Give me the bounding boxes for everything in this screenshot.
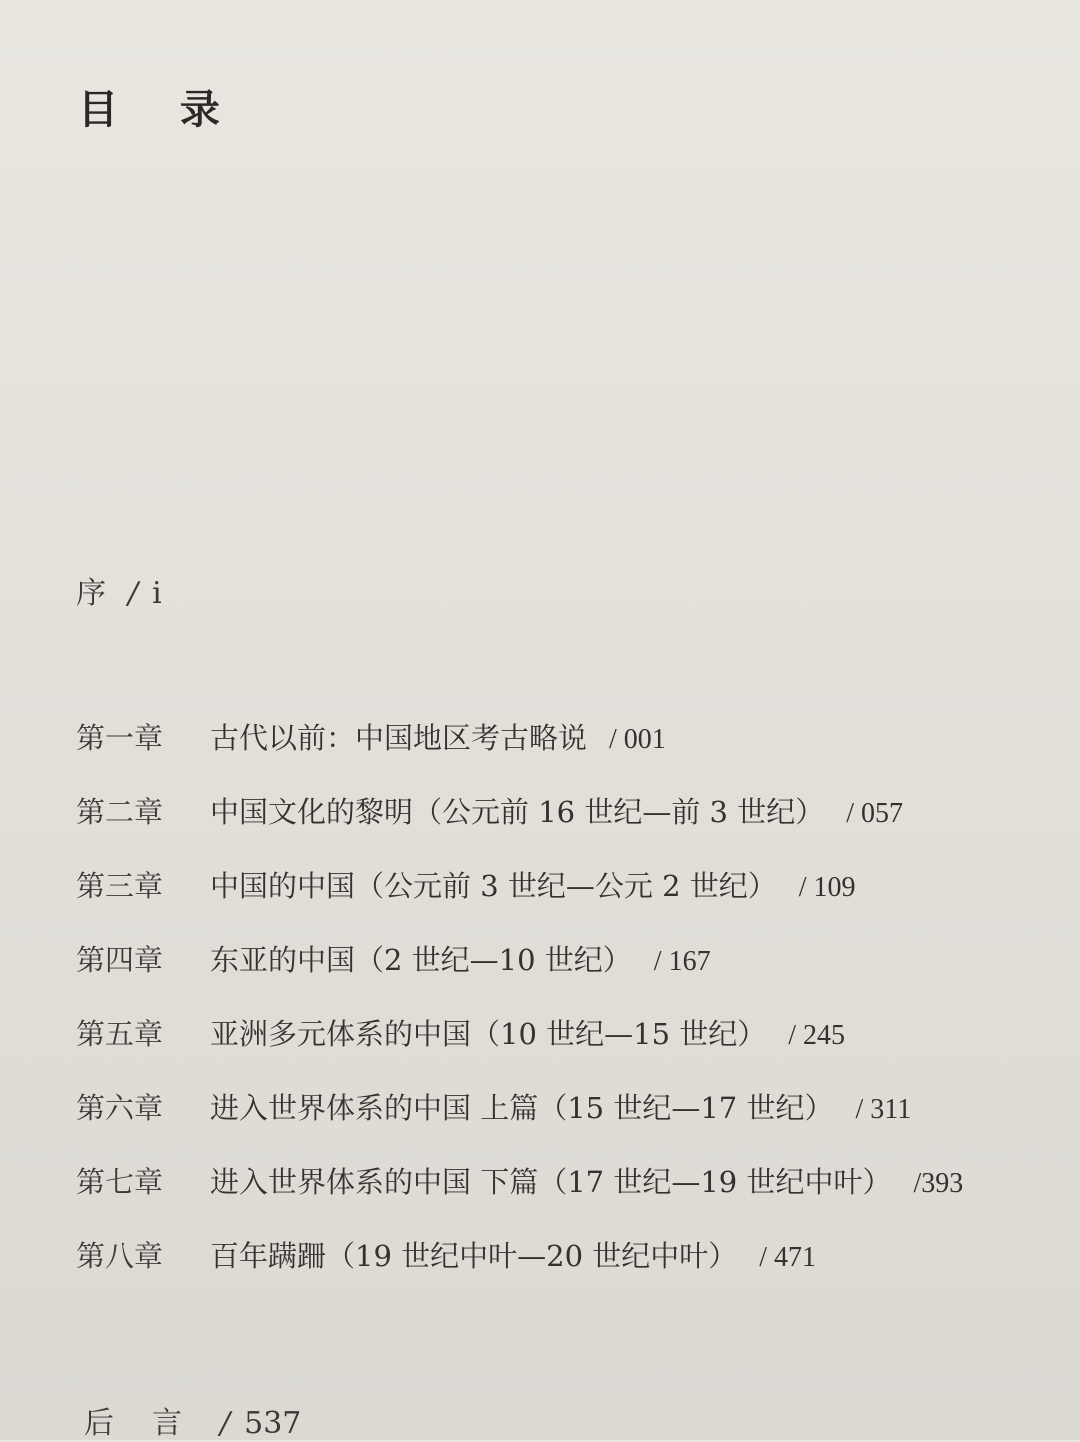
chapter-page: / 167 <box>653 946 711 977</box>
toc-entry-chapter-2[interactable] <box>76 790 1036 864</box>
page-title: 目 录 <box>78 87 244 133</box>
chapter-number: 第六章 <box>76 1091 164 1125</box>
preface-label: 序 <box>76 576 106 611</box>
toc-entry-chapter-4[interactable] <box>76 938 1036 1012</box>
chapter-page: / 001 <box>609 724 666 755</box>
chapter-number: 第一章 <box>76 721 164 755</box>
chapter-number: 第八章 <box>76 1239 164 1273</box>
chapter-page: /393 <box>913 1168 964 1199</box>
chapter-number: 第四章 <box>76 943 164 977</box>
afterword-page: 537 <box>244 1406 302 1441</box>
chapter-number: 第五章 <box>76 1017 164 1051</box>
chapter-title: 古代以前：中国地区考古略说 <box>210 721 588 755</box>
chapter-title: 中国文化的黎明（公元前 16 世纪—前 3 世纪） <box>210 795 825 829</box>
preface-separator: / <box>128 576 139 611</box>
chapter-title: 东亚的中国（2 世纪—10 世纪） <box>210 943 632 977</box>
preface-page: i <box>152 576 162 611</box>
toc-entry-chapter-7[interactable] <box>76 1160 1036 1234</box>
afterword-label: 后言 <box>84 1406 220 1441</box>
chapter-title: 中国的中国（公元前 3 世纪—公元 2 世纪） <box>210 869 777 903</box>
chapter-page: / 311 <box>855 1094 912 1125</box>
chapter-number: 第三章 <box>76 869 164 903</box>
toc-entry-chapter-8[interactable] <box>76 1234 1036 1308</box>
chapter-number: 第七章 <box>76 1165 164 1199</box>
chapter-title: 进入世界体系的中国 下篇（17 世纪—19 世纪中叶） <box>210 1165 892 1199</box>
toc-entry-chapter-1[interactable] <box>76 716 1036 790</box>
toc-entry-chapter-3[interactable] <box>76 864 1036 938</box>
toc-entry-chapter-6[interactable] <box>76 1086 1036 1160</box>
toc-entry-afterword[interactable] <box>84 1398 301 1442</box>
chapter-title: 亚洲多元体系的中国（10 世纪—15 世纪） <box>210 1017 767 1051</box>
chapter-title: 百年蹒跚（19 世纪中叶—20 世纪中叶） <box>210 1239 738 1273</box>
chapter-page: / 471 <box>759 1242 817 1273</box>
toc-entry-chapter-5[interactable] <box>76 1012 1036 1086</box>
table-of-contents <box>76 716 1036 1308</box>
chapter-title: 进入世界体系的中国 上篇（15 世纪—17 世纪） <box>210 1091 834 1125</box>
toc-entry-preface[interactable] <box>76 568 162 612</box>
chapter-page: / 245 <box>788 1020 846 1051</box>
afterword-separator: / <box>220 1406 231 1441</box>
chapter-number: 第二章 <box>76 795 164 829</box>
chapter-page: / 057 <box>846 798 904 829</box>
chapter-page: / 109 <box>798 872 856 903</box>
